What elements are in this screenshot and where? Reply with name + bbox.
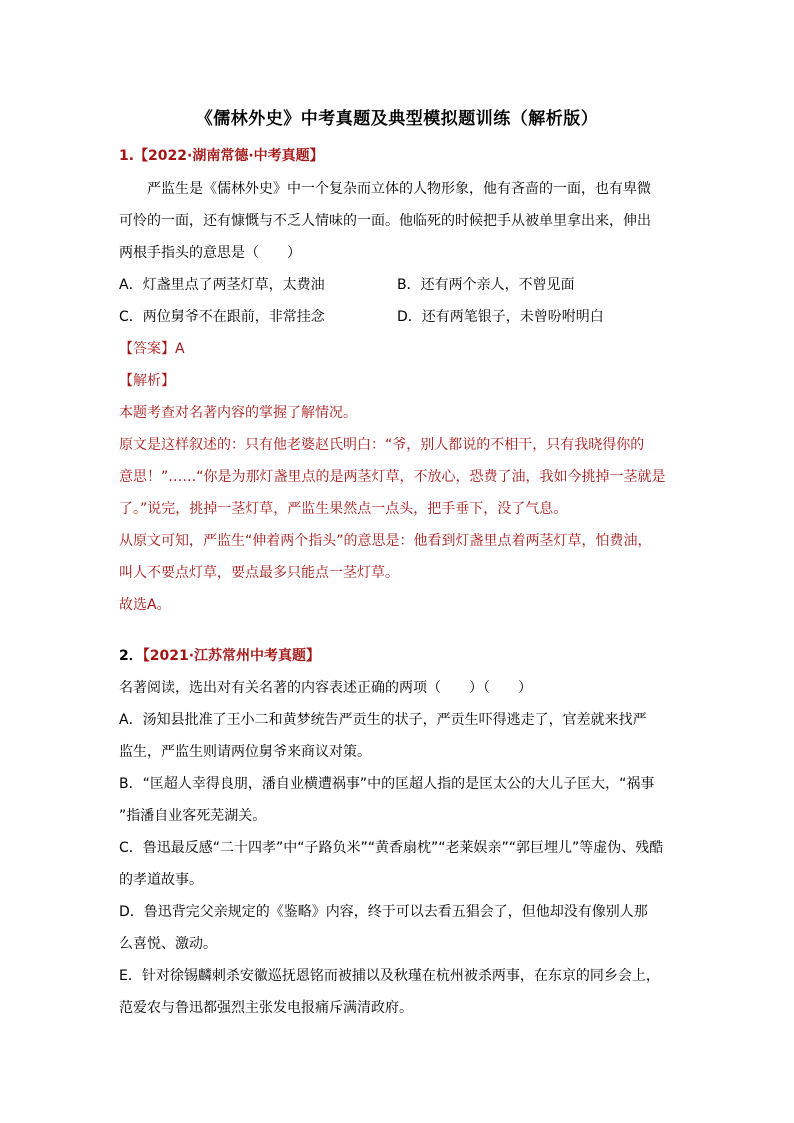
analysis-line-2: 原文是这样叙述的：只有他老婆赵氏明白：“爷，别人都说的不相干，只有我晓得你的 bbox=[119, 437, 645, 453]
analysis-line-3: 意思！”……“你是为那灯盏里点的是两茎灯草，不放心，恐费了油，我如今挑掉一茎就是 bbox=[119, 469, 666, 485]
page-title: 《儒林外史》中考真题及典型模拟题训练（解析版） bbox=[195, 109, 599, 129]
question-1-option-b: B．还有两个亲人，不曾见面 bbox=[397, 277, 575, 293]
question-1-answer: 【答案】A bbox=[119, 341, 185, 357]
question-2-number: 2． bbox=[119, 648, 143, 664]
analysis-line-5: 从原文可知，严监生“伸着两个指头”的意思是：他看到灯盏里点着两茎灯草，怕费油， bbox=[119, 533, 652, 549]
question-1-option-c: C．两位舅爷不在跟前，非常挂念 bbox=[119, 309, 325, 325]
question-1-stem-line-1: 严监生是《儒林外史》中一个复杂而立体的人物形象，他有吝啬的一面，也有卑微 bbox=[147, 181, 651, 197]
question-2-option-line-1: A．汤知县批准了王小二和黄梦统告严贡生的状子，严贡生吓得逃走了，官差就来找严 bbox=[119, 712, 647, 728]
question-1-analysis-label: 【解析】 bbox=[119, 373, 175, 389]
analysis-line-4: 了。”说完，挑掉一茎灯草，严监生果然点一点头，把手垂下，没了气息。 bbox=[119, 501, 568, 517]
question-1-option-a: A．灯盏里点了两茎灯草，太费油 bbox=[119, 277, 325, 293]
question-2-header bbox=[119, 646, 320, 666]
question-1-header: 1.【2022·湖南常德·中考真题】 bbox=[119, 148, 324, 164]
question-1-stem-line-2: 可怜的一面，还有慷慨与不乏人情味的一面。他临死的时候把手从被单里拿出来，伸出 bbox=[119, 213, 651, 229]
question-2-source: 【2021·江苏常州中考真题】 bbox=[142, 648, 321, 664]
question-1-option-d: D．还有两笔银子，未曾吩咐明白 bbox=[397, 309, 604, 325]
question-2-option-line-6: 的孝道故事。 bbox=[119, 872, 203, 888]
question-2-option-line-7: D．鲁迅背完父亲规定的《鉴略》内容，终于可以去看五猖会了，但他却没有像别人那 bbox=[119, 904, 648, 920]
question-2-option-line-9: E．针对徐锡麟刺杀安徽巡抚恩铭而被捕以及秋瑾在杭州被杀两事，在东京的同乡会上， bbox=[119, 968, 660, 984]
question-2-option-line-8: 么喜悦、激动。 bbox=[119, 936, 217, 952]
question-1-stem-line-3: 两根手指头的意思是（ ） bbox=[119, 245, 301, 261]
question-2-option-line-2: 监生，严监生则请两位舅爷来商议对策。 bbox=[119, 744, 371, 760]
question-2-option-line-5: C．鲁迅最反感“二十四孝”中“子路负米”“黄香扇枕”“老莱娱亲”“郭巨埋儿”等虚伪、残酷 bbox=[119, 840, 664, 856]
question-2-option-line-4: ”指潘自业客死芜湖关。 bbox=[119, 808, 267, 824]
analysis-line-1: 本题考查对名著内容的掌握了解情况。 bbox=[119, 405, 357, 421]
analysis-line-6: 叫人不要点灯草，要点最多只能点一茎灯草。 bbox=[119, 565, 399, 581]
analysis-line-7: 故选A。 bbox=[119, 597, 171, 613]
question-2-option-line-3: B．“匡超人幸得良朋，潘自业横遭祸事”中的匡超人指的是匡太公的大儿子匡大，“祸事 bbox=[119, 776, 655, 792]
question-2-option-line-10: 范爱农与鲁迅都强烈主张发电报痛斥满清政府。 bbox=[119, 1000, 413, 1016]
question-2-stem: 名著阅读，选出对有关名著的内容表述正确的两项（ ）（ ） bbox=[119, 680, 532, 696]
